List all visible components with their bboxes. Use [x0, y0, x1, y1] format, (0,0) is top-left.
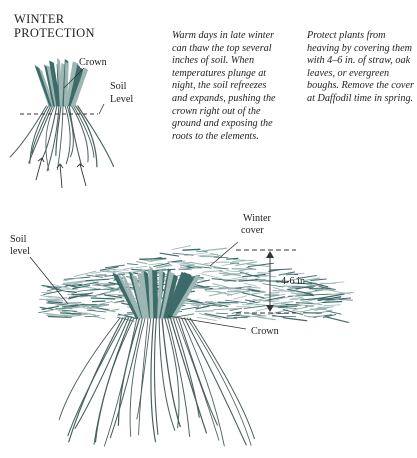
section-heading [14, 12, 95, 40]
large-soil-label-line-1: Soil [10, 234, 27, 245]
heading-line-2: PROTECTION [14, 26, 95, 40]
soil-leader-line [99, 104, 104, 114]
exposed-roots [10, 106, 113, 171]
winter-cover-label-line-2: cover [241, 225, 264, 236]
small-crown-label: Crown [79, 57, 107, 68]
heaving-explanation-text: Warm days in late winter can thaw the top several inches of soil. When temperatures plunge at night, the soil refreezes and expands, pushing the crown right out of the ground and exposing the roots to the elements. [172, 30, 276, 142]
buried-roots [59, 318, 254, 446]
small-soil-label-line-2: Level [110, 94, 134, 105]
protection-instructions-text: Protect plants from heaving by covering them with 4–6 in. of straw, oak leaves, or evergreen boughs. Remove the cover at Daffodil time in spring. [307, 30, 414, 104]
heave-arrows [36, 158, 86, 188]
winter-cover-mulch [39, 246, 354, 323]
cover-depth-label: 4-6 in [281, 276, 306, 287]
covered-plant-illustration [0, 200, 417, 458]
heading-line-1: WINTER [14, 12, 65, 26]
heaved-plant-illustration [0, 40, 150, 200]
small-soil-label-line-1: Soil [110, 81, 127, 92]
winter-cover-label-line-1: Winter [243, 213, 271, 224]
plant-crown-covered [113, 266, 200, 318]
large-soil-label-line-2: level [10, 246, 30, 257]
large-crown-label: Crown [251, 326, 279, 337]
depth-arrow-head-top [266, 251, 274, 258]
